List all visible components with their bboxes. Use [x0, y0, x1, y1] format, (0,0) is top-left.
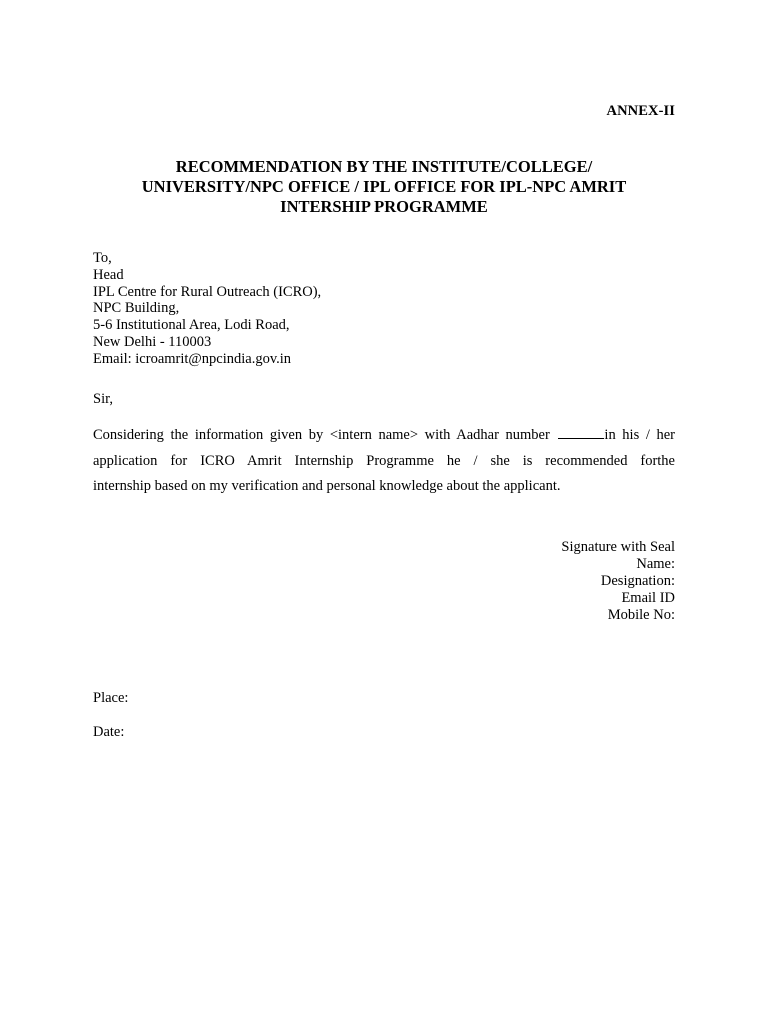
- place-label: Place:: [93, 690, 129, 706]
- signature-block: [561, 539, 675, 624]
- document-title: [93, 157, 675, 217]
- address-email: Email: icroamrit@npcindia.gov.in: [93, 350, 292, 367]
- title-line-3: INTERSHIP PROGRAMME: [280, 197, 488, 216]
- address-to: To,: [93, 250, 112, 266]
- signature-name-label: Name:: [636, 556, 675, 572]
- annex-label: ANNEX-II: [606, 103, 675, 119]
- paragraph-line-1-start: Considering the information given by <intern name> with Aadhar number: [93, 427, 557, 443]
- signature-seal-label: Signature with Seal: [561, 539, 675, 555]
- title-line-1: RECOMMENDATION BY THE INSTITUTE/COLLEGE/: [175, 157, 593, 176]
- title-line-2: UNIVERSITY/NPC OFFICE / IPL OFFICE FOR IPL-NPC AMRIT: [141, 177, 627, 196]
- aadhar-blank: [558, 426, 604, 439]
- recommendation-paragraph: [93, 423, 675, 500]
- signature-mobile-label: Mobile No:: [607, 607, 675, 623]
- paragraph-line-2: application for ICRO Amrit Internship Programme he / she is recommended forthe: [93, 452, 675, 469]
- date-label: Date:: [93, 724, 125, 740]
- recipient-address: [93, 250, 321, 368]
- signature-email-label: Email ID: [621, 590, 675, 606]
- paragraph-line-3: internship based on my verification and personal knowledge about the applicant.: [93, 478, 561, 494]
- address-area: 5-6 Institutional Area, Lodi Road,: [93, 317, 290, 334]
- address-head: Head: [93, 266, 124, 283]
- paragraph-line-1-end: in his / her: [604, 427, 676, 443]
- signature-designation-label: Designation:: [600, 573, 675, 589]
- address-city: New Delhi - 110003: [93, 333, 212, 350]
- paragraph-line-1: [93, 423, 675, 449]
- address-centre: IPL Centre for Rural Outreach (ICRO),: [93, 283, 322, 300]
- address-building: NPC Building,: [93, 300, 180, 317]
- salutation: Sir,: [93, 391, 113, 407]
